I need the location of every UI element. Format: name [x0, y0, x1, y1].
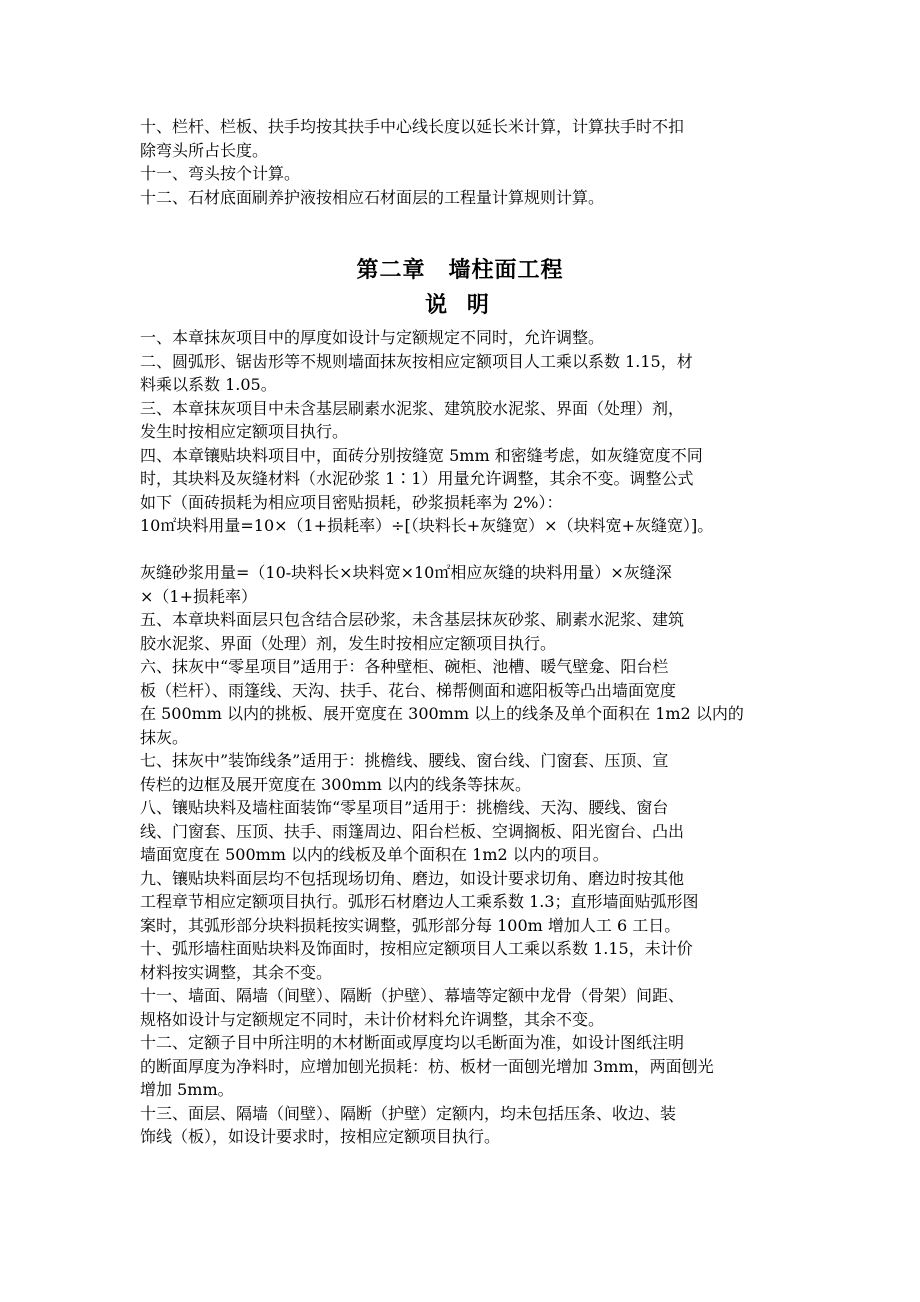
formula-line: 灰缝砂浆用量=（10-块料长×块料宽×10㎡相应灰缝的块料用量）×灰缝深: [140, 563, 672, 582]
text-line: 十、栏杆、栏板、扶手均按其扶手中心线长度以延长米计算，计算扶手时不扣: [140, 117, 685, 136]
text-line: 规格如设计与定额规定不同时，未计价材料允许调整，其余不变。: [140, 1009, 605, 1029]
text-line: 四、本章镶贴块料项目中，面砖分别按缝宽 5mm 和密缝考虑，如灰缝宽度不同: [140, 445, 703, 465]
text-line: 三、本章抹灰项目中未含基层刷素水泥浆、建筑胶水泥浆、界面（处理）剂，: [140, 398, 685, 418]
text-line: 线、门窗套、压顶、扶手、雨篷周边、阳台栏板、空调搁板、阳光窗台、凸出: [140, 821, 685, 841]
text-line: 七、抹灰中”装饰线条”适用于：挑檐线、腰线、窗台线、门窗套、压顶、宣: [140, 751, 669, 770]
text-line: 料乘以系数 1.05。: [140, 375, 277, 394]
text-line: 除弯头所占长度。: [140, 140, 269, 160]
text-line: 十三、面层、隔墙（间壁）、隔断（护壁）定额内，均未包括压条、收边、装: [140, 1103, 677, 1123]
text-line: 发生时按相应定额项目执行。: [140, 422, 349, 441]
chapter-body-text: [140, 326, 800, 1149]
text-line: 九、镶贴块料面层均不包括现场切角、磨边，如设计要求切角、磨边时按其他: [140, 868, 685, 888]
prev-section-text: [140, 115, 800, 209]
text-line: 一、本章抹灰项目中的厚度如设计与定额规定不同时，允许调整。: [140, 328, 605, 347]
text-line: 十一、墙面、隔墙（间壁）、隔断（护壁）、幕墙等定额中龙骨（骨架）间距、: [140, 986, 685, 1005]
text-line: 如下（面砖损耗为相应项目密贴损耗，砂浆损耗率为 2%）：: [140, 492, 563, 512]
text-line: 五、本章块料面层只包含结合层砂浆，未含基层抹灰砂浆、刷素水泥浆、建筑: [140, 610, 685, 629]
formula-line: 10㎡块料用量=10×（1+损耗率）÷[（块料长+灰缝宽）×（块料宽+灰缝宽）]。: [140, 516, 714, 535]
text-line: 二、圆弧形、锯齿形等不规则墙面抹灰按相应定额项目人工乘以系数 1.15，材: [140, 351, 693, 371]
text-line: 传栏的边框及展开宽度在 300mm 以内的线条等抹灰。: [140, 774, 532, 794]
text-line: 六、抹灰中“零星项目”适用于：各种壁柜、碗柜、池槽、暖气壁龛、阳台栏: [140, 657, 669, 676]
text-line: 案时，其弧形部分块料损耗按实调整，弧形部分每 100m 增加人工 6 工日。: [140, 915, 681, 935]
text-line: 增加 5mm。: [140, 1080, 234, 1099]
text-line: 胶水泥浆、界面（处理）剂，发生时按相应定额项目执行。: [140, 633, 557, 653]
text-line: 抹灰。: [140, 727, 189, 747]
text-line: 时，其块料及灰缝材料（水泥砂浆 1∶1）用量允许调整，其余不变。调整公式: [140, 469, 694, 488]
text-line: 十二、石材底面刷养护液按相应石材面层的工程量计算规则计算。: [140, 187, 605, 207]
text-line: 十二、定额子目中所注明的木材断面或厚度均以毛断面为准，如设计图纸注明: [140, 1033, 685, 1052]
text-line: 材料按实调整，其余不变。: [140, 962, 333, 982]
text-line: 饰线（板），如设计要求时，按相应定额项目执行。: [140, 1127, 501, 1146]
formula-line: ×（1+损耗率）: [140, 586, 257, 606]
text-line: 工程章节相应定额项目执行。弧形石材磨边人工乘系数 1.3；直形墙面贴弧形图: [140, 892, 699, 911]
text-line: 十一、弯头按个计算。: [140, 164, 301, 183]
text-line: 板（栏杆）、雨篷线、天沟、扶手、花台、梯帮侧面和遮阳板等凸出墙面宽度: [140, 680, 677, 700]
text-line: 八、镶贴块料及墙柱面装饰“零星项目”适用于：挑檐线、天沟、腰线、窗台: [140, 798, 669, 817]
blank-line: [140, 538, 800, 562]
chapter-title: 第二章 墙柱面工程: [356, 258, 564, 283]
text-line: 的断面厚度为净料时，应增加刨光损耗：枋、板材一面刨光增加 3mm，两面刨光: [140, 1056, 714, 1076]
text-line: 墙面宽度在 500mm 以内的线板及单个面积在 1m2 以内的项目。: [140, 845, 609, 864]
text-line: 在 500mm 以内的挑板、展开宽度在 300mm 以上的线条及单个面积在 1m2 以内的: [140, 704, 744, 723]
text-line: 十、弧形墙柱面贴块料及饰面时，按相应定额项目人工乘以系数 1.15，未计价: [140, 939, 693, 958]
section-title: 说 明: [425, 293, 495, 318]
